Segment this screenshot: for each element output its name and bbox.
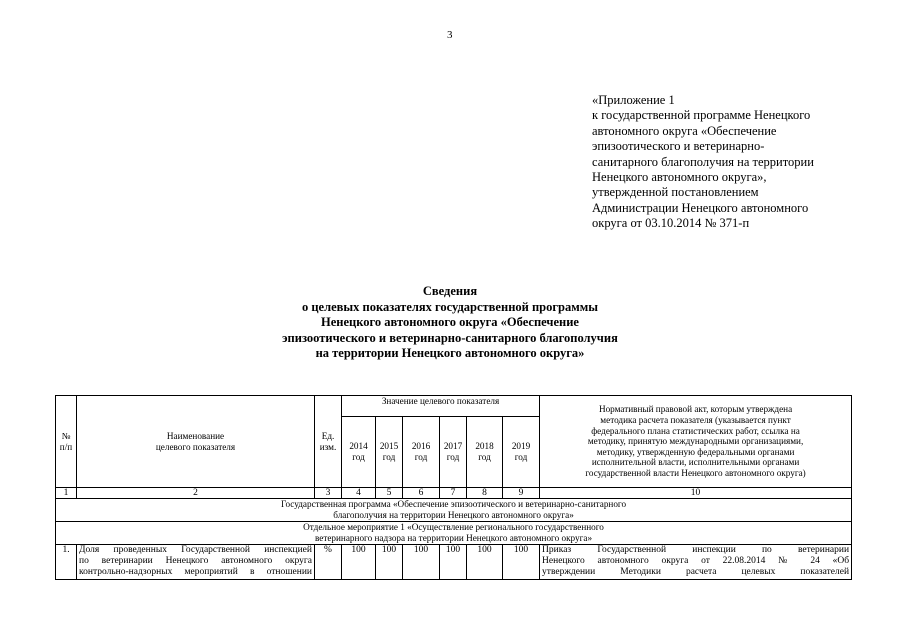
column-number: 6	[403, 488, 440, 499]
value-cell: 100	[440, 545, 467, 580]
heading-line: Сведения	[422, 284, 478, 298]
header-text: методику, принятую международными организациями,	[587, 436, 804, 447]
appendix-line: санитарного благополучия на территории	[592, 154, 814, 169]
header-text: Нормативный правовой акт, которым утверждена	[598, 404, 793, 415]
measure-line: ветеринарного надзора на территории Ненецкого автономного округа»	[314, 533, 593, 543]
year-unit: год	[382, 452, 396, 462]
column-number: 7	[440, 488, 467, 499]
indicator-line: контрольно-надзорных мероприятий в отношении	[79, 567, 312, 577]
column-number: 1	[56, 488, 77, 499]
program-title	[56, 499, 852, 522]
header-text: изм.	[319, 441, 337, 452]
header-text: федерального плана статистических работ, ссылка на	[591, 425, 800, 436]
column-number: 9	[503, 488, 540, 499]
heading-line: Ненецкого автономного округа «Обеспечение	[321, 315, 579, 330]
year-unit: год	[514, 452, 528, 462]
program-line: Государственная программа «Обеспечение эпизоотического и ветеринарно-санитарного	[280, 499, 627, 510]
act-cell	[540, 545, 852, 580]
header-text: методику, утвержденную федеральными органами	[596, 446, 795, 457]
year: 2018	[475, 441, 494, 452]
col-unit-header	[315, 396, 342, 488]
page-number: 3	[447, 29, 453, 41]
appendix-line: автономного округа «Обеспечение	[592, 123, 777, 138]
year-header	[503, 417, 540, 488]
unit-cell: %	[315, 545, 342, 580]
year-unit: год	[446, 452, 460, 462]
appendix-line: Ненецкого автономного округа»,	[592, 170, 767, 185]
appendix-note	[592, 93, 882, 232]
year-unit: год	[414, 452, 428, 462]
header-text: государственной власти Ненецкого автономного округа)	[585, 467, 806, 478]
measure-title	[56, 522, 852, 545]
header-row	[56, 396, 852, 417]
year-header	[467, 417, 503, 488]
act-line: Ненецкого автономного округа от 22.08.2014 № 24 «Об	[542, 556, 850, 566]
col-act-header	[540, 396, 852, 488]
value-cell: 100	[403, 545, 440, 580]
header-text: Ед.	[321, 430, 335, 441]
year: 2015	[379, 441, 399, 452]
header-text: исполнительной власти, исполнительными органами	[591, 457, 800, 468]
column-number: 3	[315, 488, 342, 499]
indicator-line: Доля проведенных Государственной инспекцией	[79, 545, 312, 555]
program-row	[56, 499, 852, 522]
measure-row	[56, 522, 852, 545]
document-heading	[170, 284, 730, 362]
year-header	[376, 417, 403, 488]
column-number: 2	[77, 488, 315, 499]
year-unit: год	[478, 452, 491, 462]
appendix-line: эпизоотического и ветеринарно-	[592, 139, 765, 154]
header-text: №	[61, 430, 71, 441]
col-name-header	[77, 396, 315, 488]
header-text: целевого показателя	[155, 441, 236, 452]
row-number: 1.	[56, 545, 77, 580]
year: 2014	[349, 441, 368, 452]
column-numbers-row	[56, 488, 852, 499]
heading-line: о целевых показателях государственной программы	[301, 299, 599, 314]
header-text: п/п	[59, 441, 73, 452]
year-unit: год	[352, 452, 365, 462]
table-row	[56, 545, 852, 580]
heading-line: эпизоотического и ветеринарно-санитарного благополучия	[282, 330, 618, 345]
column-number: 10	[540, 488, 852, 499]
appendix-line: округа от 03.10.2014 № 371-п	[592, 216, 750, 231]
indicator-name	[77, 545, 315, 580]
column-number: 5	[376, 488, 403, 499]
appendix-line: «Приложение 1	[592, 93, 675, 107]
indicators-table	[55, 395, 852, 580]
act-line: утверждении Методики расчета целевых показателей	[542, 567, 850, 577]
column-number: 8	[467, 488, 503, 499]
act-line: Приказ Государственной инспекции по ветеринарии	[542, 545, 850, 555]
value-group-header: Значение целевого показателя	[342, 396, 540, 417]
heading-line: на территории Ненецкого автономного округа»	[315, 346, 585, 361]
year: 2017	[443, 441, 463, 452]
value-cell: 100	[376, 545, 403, 580]
appendix-line: Администрации Ненецкого автономного	[592, 200, 809, 215]
value-cell: 100	[342, 545, 376, 580]
value-cell: 100	[467, 545, 503, 580]
year-header	[403, 417, 440, 488]
appendix-line: к государственной программе Ненецкого	[592, 108, 811, 123]
measure-line: Отдельное мероприятие 1 «Осуществление регионального государственного	[303, 522, 604, 533]
year: 2019	[511, 441, 531, 452]
appendix-line: утвержденной постановлением	[592, 185, 759, 200]
indicator-line: по ветеринарии Ненецкого автономного округа	[79, 556, 312, 566]
header-text: методика расчета показателя (указывается пункт	[600, 415, 791, 426]
program-line: благополучия на территории Ненецкого автономного округа»	[333, 510, 574, 520]
value-cell: 100	[503, 545, 540, 580]
year-header	[440, 417, 467, 488]
year: 2016	[411, 441, 431, 452]
header-text: Наименование	[166, 430, 225, 441]
column-number: 4	[342, 488, 376, 499]
year-header	[342, 417, 376, 488]
col-number-header	[56, 396, 77, 488]
